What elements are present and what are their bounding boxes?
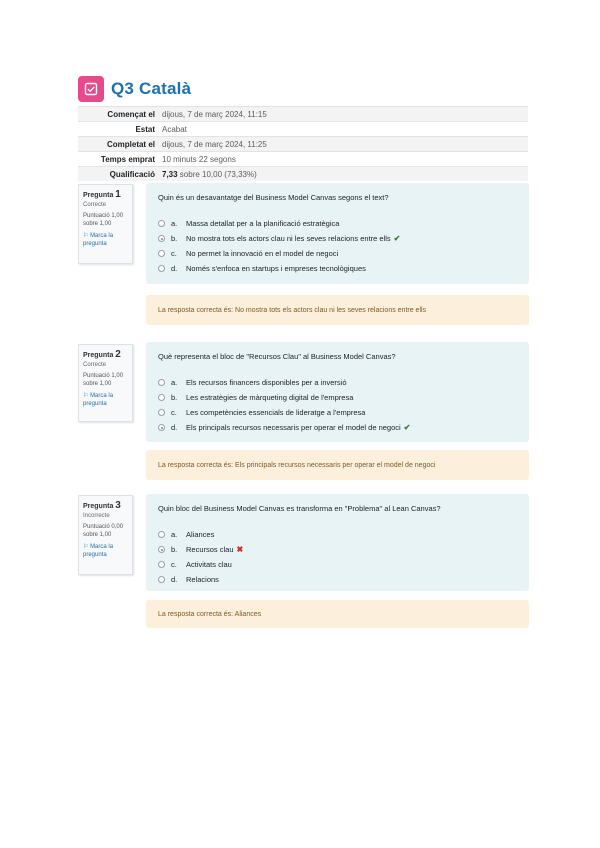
radio-button[interactable] bbox=[158, 220, 165, 227]
page-title: Q3 Català bbox=[111, 79, 192, 98]
summary-row-completed bbox=[78, 137, 528, 152]
radio-button[interactable] bbox=[158, 379, 165, 386]
correct-answer-text: La resposta correcta és: Aliances bbox=[158, 610, 262, 618]
answer-text: Massa detallat per a la planificació estratègica bbox=[186, 219, 340, 228]
answer-letter: c. bbox=[171, 408, 177, 417]
answer-option[interactable] bbox=[158, 390, 517, 405]
answer-option[interactable] bbox=[158, 375, 517, 390]
answer-text: Només s'enfoca en startups i empreses tecnològiques bbox=[186, 264, 366, 273]
question-label: Pregunta bbox=[83, 352, 114, 359]
question-content-2 bbox=[146, 342, 529, 442]
radio-button[interactable] bbox=[158, 576, 165, 583]
flag-question-link[interactable] bbox=[83, 232, 129, 248]
question-number: 3 bbox=[115, 500, 121, 511]
question-title bbox=[83, 189, 129, 200]
answer-letter: c. bbox=[171, 249, 177, 258]
question-state: Incorrecte bbox=[83, 513, 110, 519]
incorrect-cross-icon: ✖ bbox=[236, 545, 244, 554]
radio-button-selected[interactable] bbox=[158, 424, 165, 431]
question-title bbox=[83, 500, 129, 511]
radio-button[interactable] bbox=[158, 561, 165, 568]
answer-option[interactable] bbox=[158, 557, 517, 572]
summary-label: Completat el bbox=[78, 137, 160, 152]
answer-option[interactable] bbox=[158, 246, 517, 261]
question-text: Què representa el bloc de "Recursos Clau" al Business Model Canvas? bbox=[158, 352, 396, 361]
radio-button[interactable] bbox=[158, 394, 165, 401]
question-content-3 bbox=[146, 494, 529, 591]
answer-text: Els recursos financers disponibles per a inversió bbox=[186, 378, 347, 387]
question-number: 2 bbox=[115, 349, 121, 360]
flag-label: Marca la pregunta bbox=[83, 393, 114, 407]
feedback-3 bbox=[146, 600, 529, 628]
question-info-2 bbox=[78, 344, 133, 422]
radio-button[interactable] bbox=[158, 531, 165, 538]
question-info-3 bbox=[78, 495, 133, 575]
flag-label: Marca la pregunta bbox=[83, 544, 114, 558]
answer-option[interactable] bbox=[158, 527, 517, 542]
answer-option[interactable] bbox=[158, 572, 517, 587]
feedback-2 bbox=[146, 450, 529, 480]
answer-letter: a. bbox=[171, 530, 178, 539]
answer-letter: d. bbox=[171, 264, 178, 273]
answer-option[interactable] bbox=[158, 231, 517, 246]
radio-button[interactable] bbox=[158, 250, 165, 257]
radio-button-selected[interactable] bbox=[158, 546, 165, 553]
question-grade: Puntuació 0,00 sobre 1,00 bbox=[83, 524, 124, 538]
flag-icon: ⚐ bbox=[83, 544, 89, 550]
correct-answer-text: La resposta correcta és: No mostra tots els actors clau ni les seves relacions entre ells bbox=[158, 306, 427, 314]
answer-letter: b. bbox=[171, 545, 178, 554]
answer-letter: b. bbox=[171, 234, 178, 243]
radio-button[interactable] bbox=[158, 265, 165, 272]
summary-label: Estat bbox=[78, 122, 160, 137]
answer-text: Els principals recursos necessaris per operar el model de negoci bbox=[186, 423, 401, 432]
flag-icon: ⚐ bbox=[83, 393, 89, 399]
answer-text: Recursos clau bbox=[186, 545, 234, 554]
answer-text: Les competències essencials de lideratge a l'empresa bbox=[186, 408, 366, 417]
summary-value: dijous, 7 de març 2024, 11:15 bbox=[160, 107, 528, 122]
answer-letter: a. bbox=[171, 378, 178, 387]
answer-text: Relacions bbox=[186, 575, 219, 584]
question-content-1 bbox=[146, 183, 529, 284]
summary-row-time bbox=[78, 152, 528, 167]
answer-text: Activitats clau bbox=[186, 560, 232, 569]
question-label: Pregunta bbox=[83, 503, 114, 510]
answer-option[interactable] bbox=[158, 405, 517, 420]
summary-label: Qualificació bbox=[78, 167, 160, 182]
grade-score: 7,33 bbox=[162, 169, 178, 179]
question-text: Quin bloc del Business Model Canvas es transforma en "Problema" al Lean Canvas? bbox=[158, 504, 441, 513]
answer-letter: a. bbox=[171, 219, 178, 228]
answer-option[interactable] bbox=[158, 261, 517, 276]
answer-letter: d. bbox=[171, 575, 178, 584]
answer-text: No permet la innovació en el model de negoci bbox=[186, 249, 339, 258]
answer-option[interactable] bbox=[158, 216, 517, 231]
correct-check-icon: ✔ bbox=[393, 234, 401, 243]
answer-text: Les estratègies de màrqueting digital de l'empresa bbox=[186, 393, 354, 402]
summary-row-state bbox=[78, 122, 528, 137]
correct-answer-text: La resposta correcta és: Els principals recursos necessaris per operar el model de negoci bbox=[158, 461, 436, 469]
radio-button-selected[interactable] bbox=[158, 235, 165, 242]
summary-value bbox=[160, 167, 528, 182]
question-grade: Puntuació 1,00 sobre 1,00 bbox=[83, 213, 124, 227]
question-state: Correcte bbox=[83, 202, 107, 208]
answer-option[interactable] bbox=[158, 542, 517, 557]
flag-question-link[interactable] bbox=[83, 392, 129, 408]
question-info-1 bbox=[78, 184, 133, 264]
grade-rest: sobre 10,00 (73,33%) bbox=[177, 169, 257, 179]
question-state: Correcte bbox=[83, 362, 107, 368]
summary-value: Acabat bbox=[160, 122, 528, 137]
question-label: Pregunta bbox=[83, 192, 114, 199]
answer-letter: b. bbox=[171, 393, 178, 402]
summary-row-grade bbox=[78, 167, 528, 182]
answer-letter: d. bbox=[171, 423, 178, 432]
summary-label: Temps emprat bbox=[78, 152, 160, 167]
attempt-summary-table bbox=[78, 106, 528, 181]
flag-icon: ⚐ bbox=[83, 233, 89, 239]
answer-option[interactable] bbox=[158, 420, 517, 435]
radio-button[interactable] bbox=[158, 409, 165, 416]
question-grade: Puntuació 1,00 sobre 1,00 bbox=[83, 373, 124, 387]
flag-question-link[interactable] bbox=[83, 543, 129, 559]
summary-row-started bbox=[78, 107, 528, 122]
summary-value: dijous, 7 de març 2024, 11:25 bbox=[160, 137, 528, 152]
quiz-icon bbox=[78, 76, 104, 102]
summary-value: 10 minuts 22 segons bbox=[160, 152, 528, 167]
question-number: 1 bbox=[115, 189, 121, 200]
flag-label: Marca la pregunta bbox=[83, 233, 114, 247]
question-text: Quin és un desavantatge del Business Model Canvas segons el text? bbox=[158, 193, 389, 202]
page-header bbox=[78, 74, 191, 104]
correct-check-icon: ✔ bbox=[403, 423, 411, 432]
summary-label: Començat el bbox=[78, 107, 160, 122]
feedback-1 bbox=[146, 295, 529, 325]
answer-letter: c. bbox=[171, 560, 177, 569]
question-title bbox=[83, 349, 129, 360]
answer-text: No mostra tots els actors clau ni les seves relacions entre ells bbox=[186, 234, 391, 243]
answer-text: Aliances bbox=[186, 530, 215, 539]
